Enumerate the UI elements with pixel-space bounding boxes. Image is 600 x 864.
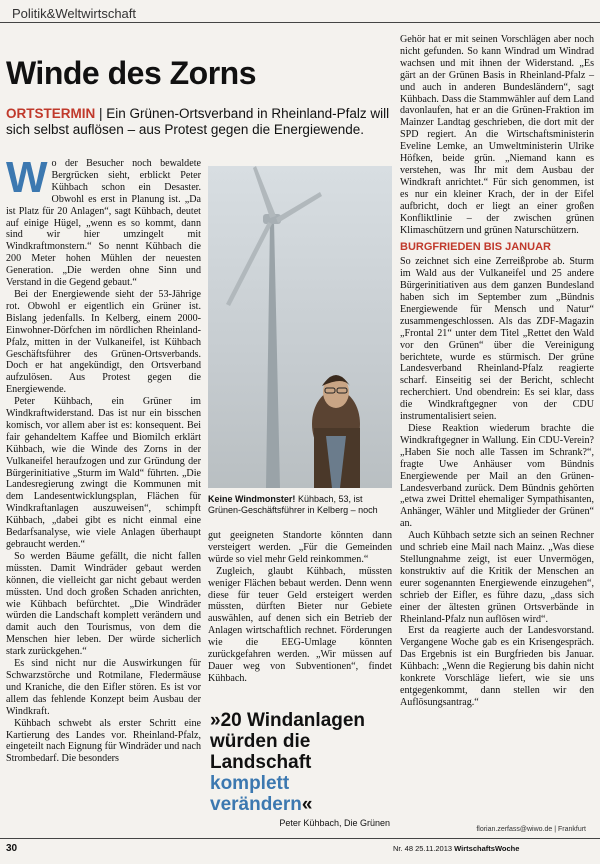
subhead: BURGFRIEDEN BIS JANUAR: [400, 241, 551, 254]
paragraph: So zeichnet sich eine Zerreißprobe ab. Sturm im Wald aus der Vulkaneifel und 25 andere Bürgerinitiativen aus dem ganzen Bundesland haben sich im September zum „Bündnis Energiewende für Mensch und Natur“ zusammengeschlossen. Als das ZDF-Magazin „Frontal 21“ unter dem Titel „Rettet den Wald vor den Grünen“ über die Vereinigung berichtete, wurde es stürmisch. Der grüne Landesverband Rheinland-Pfalz reagierte scharf. Einseitig sei der Bericht, schlecht recherchiert. Und obendrein: Es sei klar, dass die Windkraftgegner von der CDU instrumentalisiert seien.: [400, 256, 594, 423]
issue-line: Nr. 48 25.11.2013 WirtschaftsWoche: [393, 844, 520, 853]
paragraph: Gehör hat er mit seinen Vorschlägen aber noch nicht gefunden. So kann Windrad um Windrad wachsen und mit ihnen der Widerstand. „Es gärt an der Grünen Basis in Rheinland-Pfalz – und auch in anderen Bundesländern“, sagt Kühbach. Dass die Stammwähler auf dem Land davonlaufen, hat er an die Grünen-Fraktion im Mainzer Landtag geschrieben, die dort mit der SPD regiert. An die Wirtschaftsministerin Eveline Lemke, an Umweltministerin Ulrike Höfken, beide grün. „Niemand kann es verstehen, was Ihr mit dem Ausbau der Windkraft anrichtet.“ Für sich genommen, ist es nur ein kleiner Krach, der in der Eifel aufbricht, doch er liegt an einer großen Konfliktlinie – der zwischen grünen Klimaschützern und grünen Naturschützern.: [400, 34, 594, 236]
paragraph: gut geeigneten Standorte könnten dann versteigert werden. „Für die Gemeinden würde so viel mehr Geld reinkommen.“: [208, 530, 392, 565]
column-3: [400, 34, 594, 709]
paragraph: Diese Reaktion wiederum brachte die Windkraftgegner in Wallung. Ein CDU-Verein? „Haben Sie noch alle Tassen im Schrank?“, fragte Uwe Anhäuser vom Bündnis Energiewende per Mail an den Grünen-Landesverband zurück. Dem Bündnis gehörten „etwa zwei Drittel ehemaliger Sympathisanten, Anhänger, Wähler und Mitglieder der Grünen“ an.: [400, 423, 594, 530]
paragraph: Es sind nicht nur die Auswirkungen für Schwarzstörche und Rotmilane, Fledermäuse und Kraniche, die den Eifler stören. Es ist vor allem das fehlende Konzept beim Ausbau der Windkraft.: [6, 658, 201, 717]
paragraph: Bei der Energiewende sieht der 53-Jährige rot. Obwohl er eigentlich ein Grüner ist. Bislang jedenfalls. In Kelberg, einem 2000-Einwohner-Dörfchen im nördlichen Rheinland-Pfalz, mitten in der Vulkaneifel, ist Kühbach Geschäftsführer des Grünen-Ortsverbands. Doch er hat angekündigt, den Ortsverband aufzulösen. Aus Protest gegen die Energiewende.: [6, 288, 201, 396]
deck: ORTSTERMIN | Ein Grünen-Ortsverband in Rheinland-Pfalz will sich selbst auflösen – aus Protest gegen die Energiewende.: [6, 106, 390, 137]
pull-quote: »20 Windanlagen würden die Landschaft komplett verändern«: [210, 710, 366, 815]
headline: Winde des Zorns: [6, 55, 257, 91]
paragraph: Kühbach schwebt als erster Schritt eine Kartierung des Landes vor. Rheinland-Pfalz, eingeteilt nach Eignung für Windräder und nach Strombedarf. Die besonders: [6, 717, 201, 765]
caption-bold: Keine Windmonster!: [208, 494, 296, 504]
column-2: [208, 530, 392, 685]
paragraph: Zugleich, glaubt Kühbach, müssten weniger Flächen bebaut werden. Denn wenn diese für teuer Geld ersteigert werden müssten, dürften Bieter nur Gebiete auswählen, auf denen sich ein Betrieb der Anlagen wirtschaftlich rechnet. Förderungen wie die EEG-Umlage könnten zurückgefahren werden. „Wir müssen auf Dauer weg von Subventionen“, findet Kühbach.: [208, 565, 392, 684]
column-1: [6, 153, 201, 765]
paragraph: Wo der Besucher noch bewaldete Bergrücken sieht, erblickt Peter Kühbach schon ein Desaster. Obwohl es erst in Planung ist. „Da ist Platz für 20 Anlagen“, sagt Kühbach, deutet auf einige Hügel, „wenn es so kommt, dann sind wir hier umzingelt mit Windkraftmonstern.“ So nennt Kühbach die 200 Meter hohen Mühlen der neuesten Generation. „Die werden ohne Sinn und Verstand in die Gegend gebaut.“: [6, 153, 201, 289]
quote-source: Peter Kühbach, Die Grünen: [279, 818, 390, 828]
author-credit: florian.zerfass@wiwo.de | Frankfurt: [476, 826, 586, 833]
section-label: Politik&Weltwirtschaft: [12, 6, 137, 21]
paragraph: So werden Bäume gefällt, die nicht fallen müssten. Damit Windräder gebaut werden können, die vielleicht gar nicht gebaut werden müssten. Und doch großen Schaden anrichten, wie Kühbach befürchtet. „Die Windräder würden die Landschaft komplett verändern und damit auch den Tourismus, von dem die Menschen hier leben. Der würde sicherlich stark zurückgehen.“: [6, 550, 201, 658]
photo-illustration: [208, 166, 392, 488]
page-number: 30: [6, 843, 18, 854]
deck-text: Ein Grünen-Ortsverband in Rheinland-Pfalz will sich selbst auflösen – aus Protest gegen die Energiewende.: [6, 106, 390, 137]
top-rule: [0, 22, 600, 23]
kicker: ORTSTERMIN: [6, 106, 96, 121]
paragraph: Peter Kühbach, ein Grüner im Windkraftwiderstand. Das ist nur ein bisschen komisch, vor allem aber ist es: konsequent. Bei fair gehandeltem Kaffee und Biomilch erklärt Kühbach, wie die Winde des Zorns in der Vulkaneifel heraufzogen und zur Gründung der Bürgerinitiative „Sturm im Wald“ führten. „Die Landesregierung zwingt die Kommunen mit dem Landesentwicklungsplan, Flächen für Windkraftanlagen auszuweisen“, schimpft Kühbach, „dabei gibt es nicht einmal eine Bedarfsanalyse, wie viele Anlagen überhaupt gebraucht werden.“: [6, 396, 201, 550]
bottom-rule: [0, 838, 600, 839]
magazine-name: WirtschaftsWoche: [454, 844, 520, 853]
wind-turbine-photo: [208, 166, 392, 488]
caption-text: Kühbach, 53, ist Grünen-Geschäftsführer in Kelberg – noch: [208, 494, 378, 515]
quote-highlight: komplett verändern: [210, 773, 302, 815]
paragraph: Erst da reagierte auch der Landesvorstand. Vergangene Woche gab es ein Krisengespräch. Das Ergebnis ist ein Burgfrieden bis Januar. Kühbach: „Wenn die Regierung bis dahin nicht konkrete Vorschläge liefert, wie sie uns entgegenkommt, dann stellen wir den Auflösungsantrag.“: [400, 625, 594, 708]
photo-caption: [208, 494, 392, 516]
drop-cap: W: [6, 153, 48, 202]
paragraph: Auch Kühbach setzte sich an seinen Rechner und schrieb eine Mail nach Mainz. „Was diese Stellungnahme zeigt, ist euer Unvermögen, konstruktiv auf die Kritik der Menschen an eurer sogenannten Energiewende einzugehen“, schrieb der Eifler, es führe dazu, „dass sich einer der ältesten grünen Ortsverbände in Rheinland-Pfalz nun auflösen wird“.: [400, 530, 594, 625]
